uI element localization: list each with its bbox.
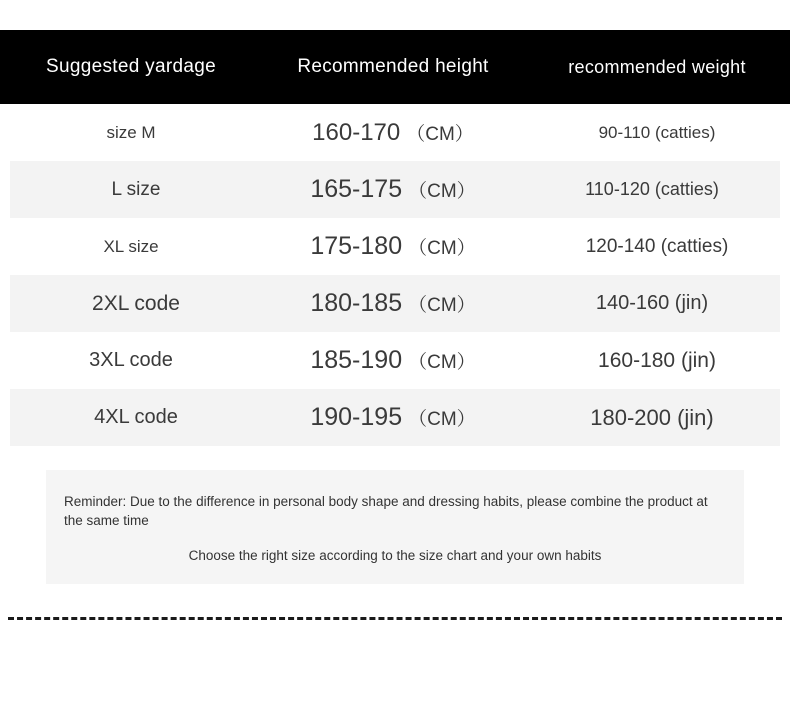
table-row: [10, 161, 780, 218]
height-unit: （CM）: [408, 352, 476, 373]
height-value: 175-180: [310, 232, 403, 260]
height-unit: （CM）: [408, 238, 476, 259]
size-label: XL size: [103, 236, 159, 256]
cell-height: [262, 403, 524, 432]
size-label: 2XL code: [92, 291, 180, 315]
table-row: [10, 275, 780, 332]
size-label: size M: [106, 122, 156, 142]
weight-value: 90-110 (catties): [598, 122, 716, 142]
reminder-box: [46, 470, 744, 584]
cell-height: [262, 119, 524, 147]
size-label: 3XL code: [89, 349, 173, 371]
table-header-row: [0, 30, 790, 104]
weight-value: 140-160 (jin): [595, 292, 709, 314]
cell-size: [0, 123, 262, 143]
column-header-recommended-height: Recommended height: [297, 56, 489, 77]
cell-height: [262, 289, 524, 318]
weight-value: 110-120 (catties): [585, 179, 719, 199]
column-header-suggested-yardage: Suggested yardage: [46, 56, 216, 77]
table-row: [0, 104, 790, 161]
cell-weight: [524, 405, 780, 431]
table-row: [10, 389, 780, 446]
reminder-text-secondary: Choose the right size according to the size chart and your own habits: [188, 548, 602, 563]
size-label: 4XL code: [94, 406, 178, 428]
table-row: [0, 218, 790, 275]
height-unit: （CM）: [408, 181, 476, 202]
cell-size: [10, 292, 262, 316]
dashed-divider: [8, 617, 782, 620]
cell-weight: [524, 179, 780, 200]
weight-value: 180-200 (jin): [590, 404, 714, 430]
cell-size: [10, 406, 262, 429]
cell-weight: [524, 236, 790, 258]
table-row: [0, 332, 790, 389]
height-value: 165-175: [310, 175, 403, 203]
weight-value: 160-180 (jin): [598, 348, 716, 372]
height-value: 190-195: [310, 403, 403, 431]
size-label: L size: [111, 178, 161, 200]
height-value: 160-170: [312, 118, 401, 146]
column-header-recommended-weight: recommended weight: [568, 56, 746, 77]
size-table-body: [0, 104, 790, 446]
height-value: 185-190: [310, 346, 403, 374]
cell-height: [262, 175, 524, 204]
height-unit: （CM）: [408, 295, 476, 316]
cell-size: [0, 349, 262, 372]
height-unit: （CM）: [406, 123, 474, 145]
height-value: 180-185: [310, 289, 403, 317]
cell-height: [262, 346, 524, 375]
cell-weight: [524, 349, 790, 373]
height-unit: （CM）: [408, 409, 476, 430]
reminder-text-primary: Reminder: Due to the difference in personal body shape and dressing habits, please combine the product at the same time: [64, 494, 708, 528]
cell-weight: [524, 123, 790, 143]
cell-height: [262, 232, 524, 261]
cell-size: [0, 237, 262, 257]
cell-size: [10, 179, 262, 201]
weight-value: 120-140 (catties): [585, 235, 729, 257]
cell-weight: [524, 292, 780, 315]
